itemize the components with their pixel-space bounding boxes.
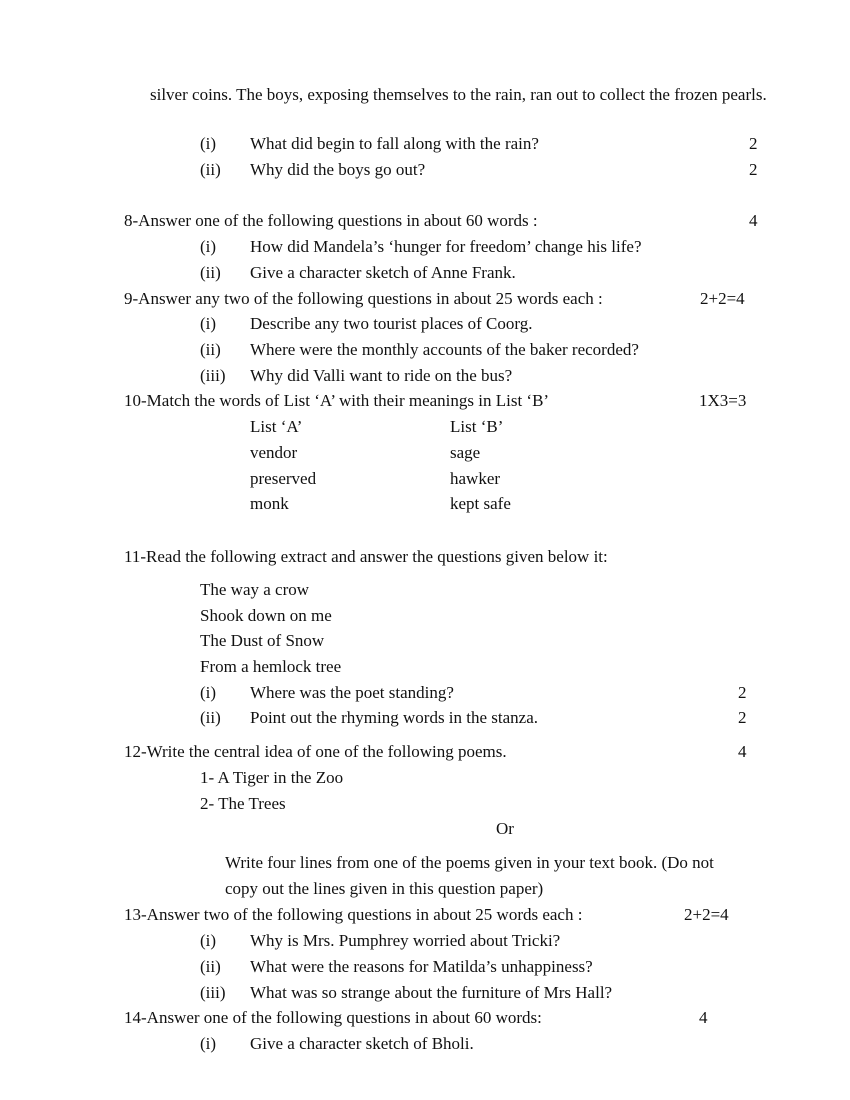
q13-sub-2-number: (ii) <box>200 957 221 976</box>
poem-line-2: Shook down on me <box>200 606 332 625</box>
list-b-item-3: kept safe <box>450 494 511 513</box>
q14-sub-1-number: (i) <box>200 1034 217 1053</box>
q8-sub-1-text: How did Mandela’s ‘hunger for freedom’ change his life? <box>250 237 642 256</box>
q9-sub-3-text: Why did Valli want to ride on the bus? <box>250 366 513 385</box>
q13-sub-3-number: (iii) <box>200 983 226 1002</box>
q10-marks: 1X3=3 <box>699 391 747 410</box>
q8-sub-2-text: Give a character sketch of Anne Frank. <box>250 263 516 282</box>
q13-sub-1-text: Why is Mrs. Pumphrey worried about Tricki? <box>250 931 561 950</box>
poem-line-4: From a hemlock tree <box>200 657 342 676</box>
q11-sub-1-text: Where was the poet standing? <box>250 683 454 702</box>
list-a-heading: List ‘A’ <box>250 417 303 436</box>
q7-sub-1-text: What did begin to fall along with the rain? <box>250 134 539 153</box>
q11-question: 11-Read the following extract and answer the questions given below it: <box>124 547 608 566</box>
q9-sub-3-number: (iii) <box>200 366 226 385</box>
q12-alternative-line-2: copy out the lines given in this question paper) <box>225 879 544 898</box>
q11-sub-2-number: (ii) <box>200 708 221 727</box>
q7-sub-2-text: Why did the boys go out? <box>250 160 426 179</box>
poem-line-1: The way a crow <box>200 580 310 599</box>
q14-question: 14-Answer one of the following questions in about 60 words: <box>124 1008 542 1027</box>
q11-sub-2-text: Point out the rhyming words in the stanza. <box>250 708 539 727</box>
q12-option-2: 2- The Trees <box>200 794 286 813</box>
q9-question: 9-Answer any two of the following questions in about 25 words each : <box>124 289 603 308</box>
q7-sub-1-marks: 2 <box>749 134 758 153</box>
q9-marks: 2+2=4 <box>700 289 745 308</box>
q12-question: 12-Write the central idea of one of the following poems. <box>124 742 507 761</box>
q9-sub-1-text: Describe any two tourist places of Coorg. <box>250 314 533 333</box>
q10-question: 10-Match the words of List ‘A’ with their meanings in List ‘B’ <box>124 391 550 410</box>
q14-marks: 4 <box>699 1008 708 1027</box>
q7-sub-1-number: (i) <box>200 134 217 153</box>
q13-sub-1-number: (i) <box>200 931 217 950</box>
list-a-item-1: vendor <box>250 443 298 462</box>
q8-marks: 4 <box>749 211 758 230</box>
q13-marks: 2+2=4 <box>684 905 729 924</box>
q8-sub-1-number: (i) <box>200 237 217 256</box>
list-b-heading: List ‘B’ <box>450 417 504 436</box>
poem-line-3: The Dust of Snow <box>200 631 325 650</box>
q12-alternative-line-1: Write four lines from one of the poems given in your text book. (Do not <box>225 853 714 872</box>
list-b-item-1: sage <box>450 443 481 462</box>
list-b-item-2: hawker <box>450 469 501 488</box>
q7-sub-2-marks: 2 <box>749 160 758 179</box>
q9-sub-1-number: (i) <box>200 314 217 333</box>
q13-sub-2-text: What were the reasons for Matilda’s unhappiness? <box>250 957 593 976</box>
q8-sub-2-number: (ii) <box>200 263 221 282</box>
q9-sub-2-text: Where were the monthly accounts of the baker recorded? <box>250 340 639 359</box>
q12-option-1: 1- A Tiger in the Zoo <box>200 768 344 787</box>
q11-sub-1-marks: 2 <box>738 683 747 702</box>
continuation-paragraph: silver coins. The boys, exposing themselves to the rain, ran out to collect the frozen pearls. <box>150 85 767 104</box>
q8-question: 8-Answer one of the following questions in about 60 words : <box>124 211 538 230</box>
q7-sub-2-number: (ii) <box>200 160 221 179</box>
q11-sub-1-number: (i) <box>200 683 217 702</box>
list-a-item-2: preserved <box>250 469 317 488</box>
q9-sub-2-number: (ii) <box>200 340 221 359</box>
list-a-item-3: monk <box>250 494 289 513</box>
q11-sub-2-marks: 2 <box>738 708 747 727</box>
q13-sub-3-text: What was so strange about the furniture of Mrs Hall? <box>250 983 613 1002</box>
q12-marks: 4 <box>738 742 747 761</box>
q12-or: Or <box>496 819 514 838</box>
q14-sub-1-text: Give a character sketch of Bholi. <box>250 1034 474 1053</box>
q13-question: 13-Answer two of the following questions in about 25 words each : <box>124 905 583 924</box>
